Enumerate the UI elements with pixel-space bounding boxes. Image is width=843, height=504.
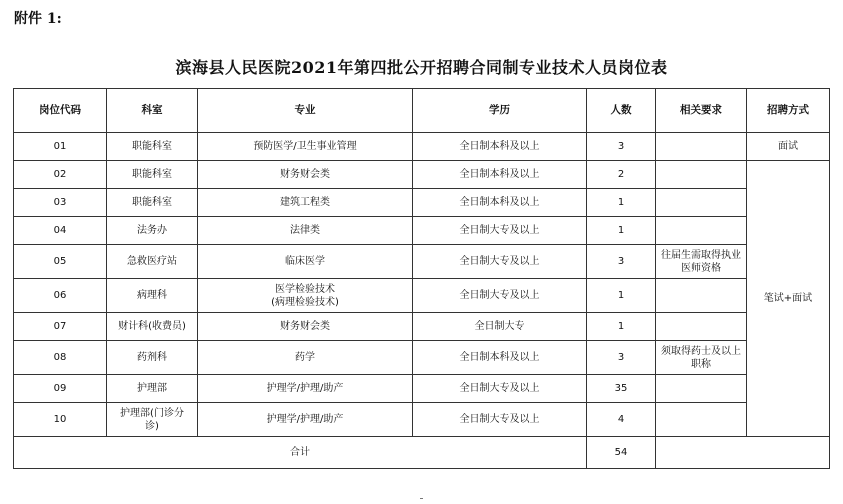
cell-major [198, 279, 413, 313]
cell-code: 05 [14, 245, 107, 279]
cell-major: 药学 [198, 341, 413, 375]
total-label: 合计 [14, 437, 587, 469]
cell-dept: 护理部 [107, 375, 198, 403]
table-row [14, 313, 830, 341]
table-row [14, 245, 830, 279]
page-mark [420, 498, 423, 499]
cell-major: 临床医学 [198, 245, 413, 279]
table-row [14, 217, 830, 245]
col-header-edu: 学历 [413, 89, 587, 133]
cell-edu: 全日制大专及以上 [413, 217, 587, 245]
cell-dept: 职能科室 [107, 189, 198, 217]
cell-num: 1 [587, 313, 656, 341]
table-header-row [14, 89, 830, 133]
cell-dept-line2: 诊) [145, 420, 159, 432]
cell-code: 01 [14, 133, 107, 161]
total-num: 54 [587, 437, 656, 469]
position-table [13, 88, 830, 469]
cell-dept: 职能科室 [107, 133, 198, 161]
cell-major: 预防医学/卫生事业管理 [198, 133, 413, 161]
cell-major-line2: (病理检验技术) [271, 296, 339, 308]
cell-dept [107, 403, 198, 437]
cell-code: 09 [14, 375, 107, 403]
table-row [14, 375, 830, 403]
cell-edu: 全日制大专 [413, 313, 587, 341]
cell-req [656, 161, 747, 189]
cell-req [656, 189, 747, 217]
cell-num: 1 [587, 189, 656, 217]
cell-num: 1 [587, 279, 656, 313]
total-row [14, 437, 830, 469]
cell-dept: 职能科室 [107, 161, 198, 189]
col-header-dept: 科室 [107, 89, 198, 133]
cell-edu: 全日制本科及以上 [413, 189, 587, 217]
cell-num: 3 [587, 133, 656, 161]
cell-major: 建筑工程类 [198, 189, 413, 217]
cell-dept: 法务办 [107, 217, 198, 245]
table-row [14, 403, 830, 437]
cell-major: 财务财会类 [198, 161, 413, 189]
cell-num: 2 [587, 161, 656, 189]
cell-req [656, 375, 747, 403]
cell-edu: 全日制本科及以上 [413, 133, 587, 161]
cell-req: 须取得药士及以上职称 [656, 341, 747, 375]
cell-req: 往届生需取得执业医师资格 [656, 245, 747, 279]
cell-code: 10 [14, 403, 107, 437]
cell-edu: 全日制大专及以上 [413, 279, 587, 313]
cell-method-written-interview: 笔试+面试 [747, 161, 830, 437]
page-title: 滨海县人民医院2021年第四批公开招聘合同制专业技术人员岗位表 [175, 58, 668, 77]
cell-edu: 全日制大专及以上 [413, 375, 587, 403]
cell-edu: 全日制本科及以上 [413, 341, 587, 375]
cell-code: 04 [14, 217, 107, 245]
attachment-label: 附件 1: [14, 11, 62, 27]
cell-req [656, 279, 747, 313]
cell-dept: 药剂科 [107, 341, 198, 375]
table-row [14, 341, 830, 375]
cell-req [656, 313, 747, 341]
total-empty [656, 437, 830, 469]
cell-req [656, 217, 747, 245]
cell-code: 03 [14, 189, 107, 217]
table-row [14, 189, 830, 217]
col-header-major: 专业 [198, 89, 413, 133]
cell-edu: 全日制本科及以上 [413, 161, 587, 189]
cell-edu: 全日制大专及以上 [413, 403, 587, 437]
cell-major: 护理学/护理/助产 [198, 403, 413, 437]
cell-req [656, 403, 747, 437]
table-row [14, 279, 830, 313]
cell-code: 02 [14, 161, 107, 189]
cell-major: 护理学/护理/助产 [198, 375, 413, 403]
cell-dept: 病理科 [107, 279, 198, 313]
cell-dept: 财计科(收费员) [107, 313, 198, 341]
cell-dept-line1: 护理部(门诊分 [120, 407, 184, 419]
cell-num: 4 [587, 403, 656, 437]
col-header-num: 人数 [587, 89, 656, 133]
cell-num: 3 [587, 341, 656, 375]
col-header-method: 招聘方式 [747, 89, 830, 133]
table-row [14, 133, 830, 161]
cell-code: 06 [14, 279, 107, 313]
cell-code: 08 [14, 341, 107, 375]
cell-dept: 急救医疗站 [107, 245, 198, 279]
cell-major-line1: 医学检验技术 [275, 283, 335, 295]
cell-code: 07 [14, 313, 107, 341]
cell-req [656, 133, 747, 161]
cell-num: 3 [587, 245, 656, 279]
cell-num: 35 [587, 375, 656, 403]
cell-edu: 全日制大专及以上 [413, 245, 587, 279]
col-header-code: 岗位代码 [14, 89, 107, 133]
cell-method-interview: 面试 [747, 133, 830, 161]
cell-num: 1 [587, 217, 656, 245]
table-row [14, 161, 830, 189]
cell-major: 法律类 [198, 217, 413, 245]
col-header-req: 相关要求 [656, 89, 747, 133]
cell-major: 财务财会类 [198, 313, 413, 341]
